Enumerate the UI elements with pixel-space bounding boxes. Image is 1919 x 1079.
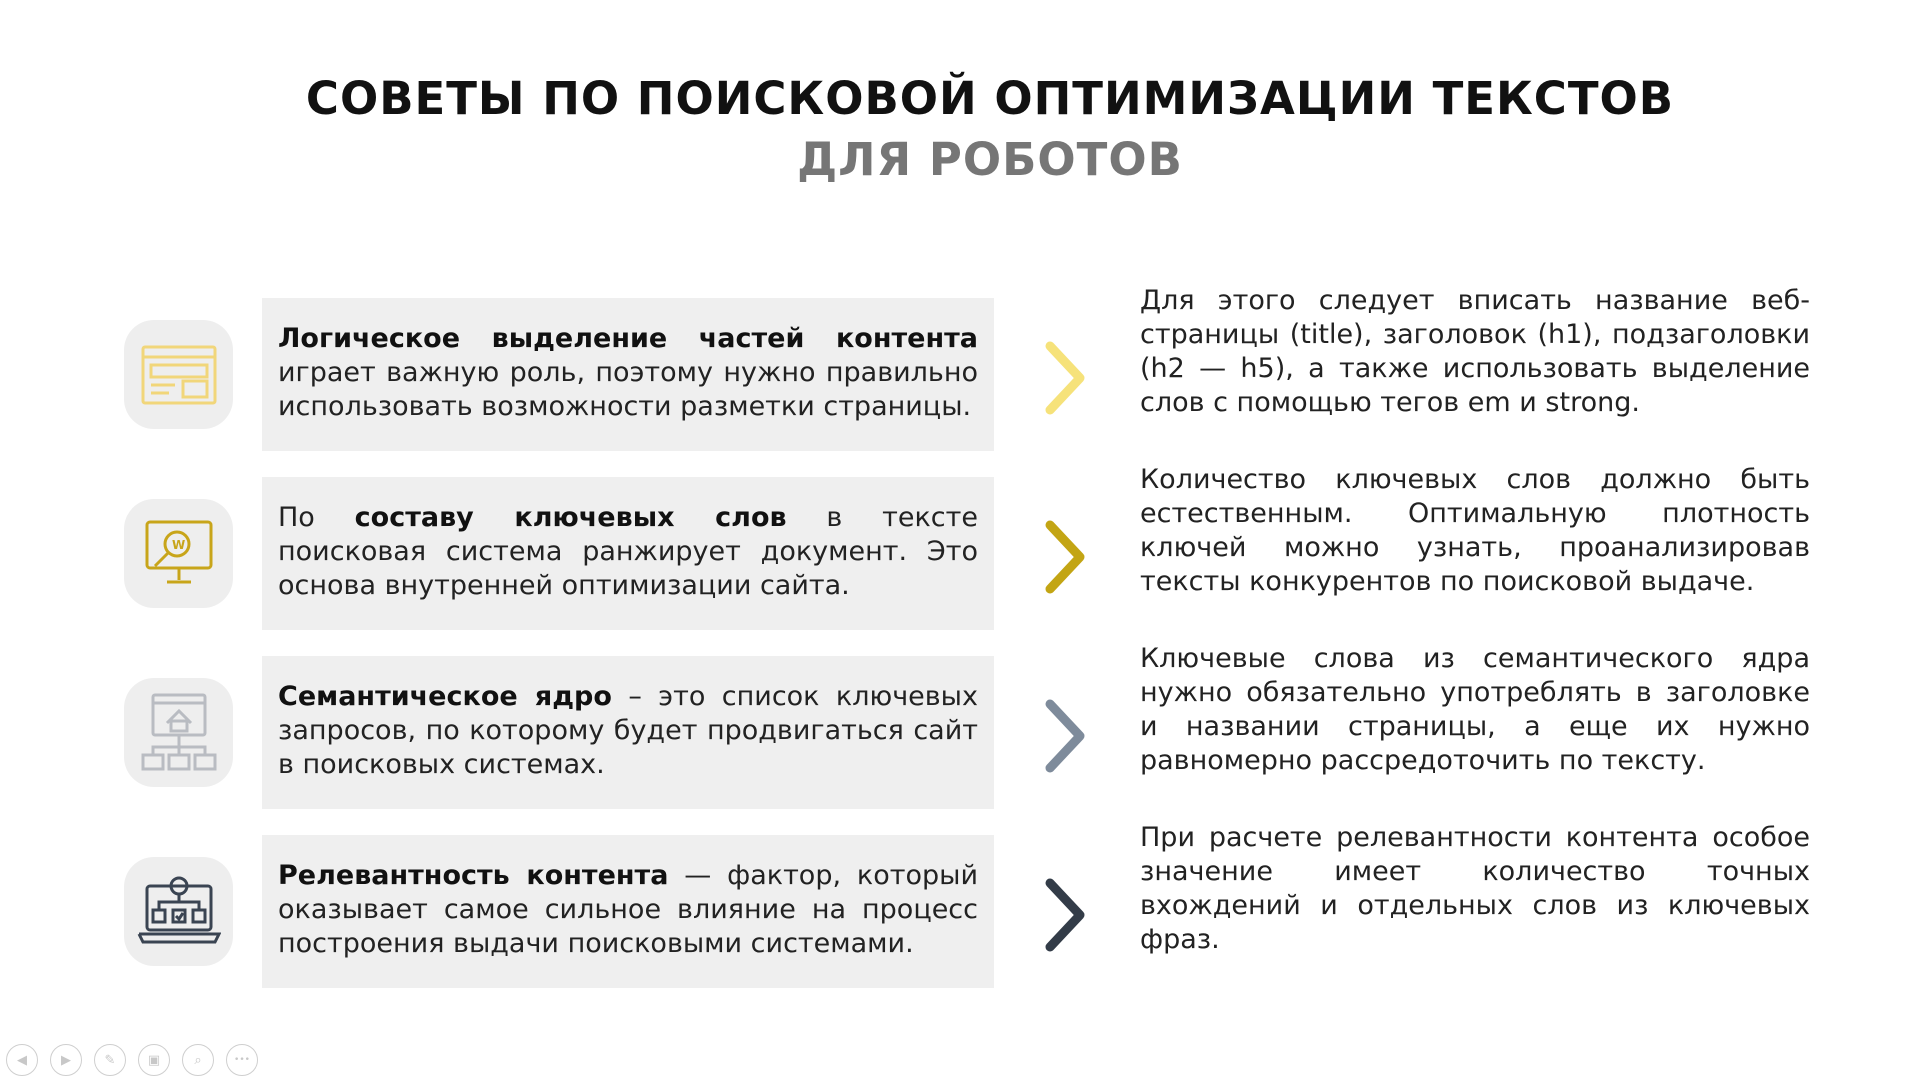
chevron-right-icon	[1040, 696, 1090, 776]
pen-icon[interactable]: ✎	[94, 1044, 126, 1076]
tip-box-3	[262, 656, 994, 809]
chevron-right-icon	[1040, 517, 1090, 597]
web-layout-icon	[124, 320, 233, 429]
tip-4-description: При расчете релевантности контента особое значение имеет количество точных вхождений и отдельных слов из ключевых фраз.	[1140, 822, 1810, 955]
tip-2-description: Количество ключевых слов должно быть естественным. Оптимальную плотность ключей можно узнать, проанализировав тексты конкурентов по поисковой выдаче.	[1140, 464, 1810, 597]
site-structure-icon	[124, 678, 233, 787]
tip-1-text: играет важную роль, поэтому нужно правильно использовать возможности разметки страницы.	[278, 357, 978, 422]
tip-4-text: — фактор, который оказывает самое сильное влияние на процесс построения выдачи поисковыми системами.	[278, 860, 978, 959]
tip-box-2	[262, 477, 994, 630]
next-icon[interactable]: ▶	[50, 1044, 82, 1076]
zoom-icon[interactable]: ⌕	[182, 1044, 214, 1076]
tip-3-description: Ключевые слова из семантического ядра нужно обязательно употреблять в заголовке и названии страницы, а еще их нужно равномерно рассредоточить по тексту.	[1140, 643, 1810, 776]
laptop-network-icon	[124, 857, 233, 966]
tip-2-bold: составу ключевых слов	[354, 502, 787, 533]
tip-2-text: в тексте поисковая система ранжирует документ. Это основа внутренней оптимизации сайта.	[278, 502, 978, 601]
presentation-toolbar	[6, 1044, 258, 1078]
page-title: СОВЕТЫ ПО ПОИСКОВОЙ ОПТИМИЗАЦИИ ТЕКСТОВ	[305, 72, 1675, 125]
monitor-search-icon	[124, 499, 233, 608]
tip-row-2	[0, 464, 1919, 632]
tip-1-description: Для этого следует вписать название веб-страницы (title), заголовок (h1), подзаголовки (h2 — h5), а также использовать выделение слов с помощью тегов em и strong.	[1140, 285, 1810, 418]
previous-icon[interactable]: ◀	[6, 1044, 38, 1076]
tip-2-prefix: По	[278, 502, 355, 533]
tip-1-bold: Логическое выделение частей контента	[278, 323, 978, 354]
tip-3-bold: Семантическое ядро	[278, 681, 612, 712]
tip-row-1	[0, 285, 1919, 453]
chevron-right-icon	[1040, 875, 1090, 955]
slides-icon[interactable]: ▣	[138, 1044, 170, 1076]
page-subtitle: ДЛЯ РОБОТОВ	[797, 133, 1183, 186]
tip-4-bold: Релевантность контента	[278, 860, 669, 891]
svg-text:W: W	[171, 537, 185, 552]
tip-box-1	[262, 298, 994, 451]
tip-row-4	[0, 822, 1919, 990]
more-icon[interactable]: •••	[226, 1044, 258, 1076]
tip-box-4	[262, 835, 994, 988]
tip-row-3	[0, 643, 1919, 811]
tip-3-text: – это список ключевых запросов, по которому будет продвигаться сайт в поисковых системах.	[278, 681, 978, 780]
chevron-right-icon	[1040, 338, 1090, 418]
